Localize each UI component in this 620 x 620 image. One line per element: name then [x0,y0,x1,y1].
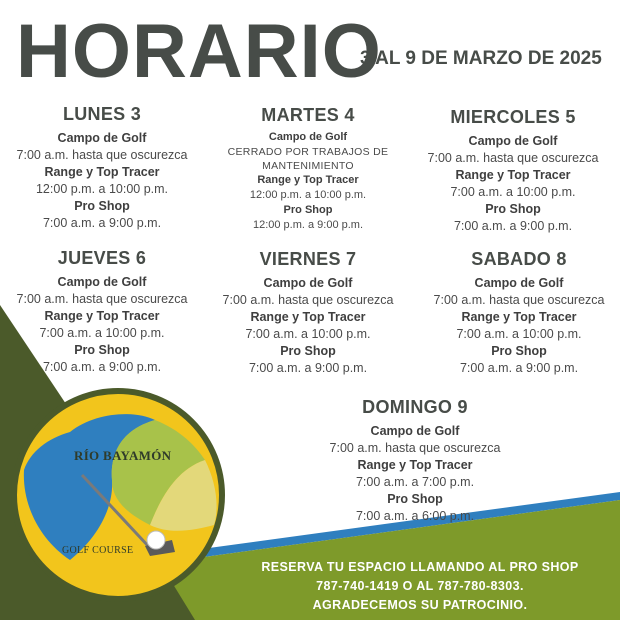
day-title: LUNES 3 [62,104,142,124]
range-label: Range y Top Tracer [357,458,473,472]
range-label: Range y Top Tracer [257,174,359,186]
range-label: Range y Top Tracer [250,310,366,324]
shop-hours: 12:00 p.m. a 9:00 p.m. [252,219,364,231]
golf-label: Campo de Golf [370,424,460,438]
golf-label: Campo de Golf [468,134,558,148]
golf-hours: 7:00 a.m. hasta que oscurezca [433,293,605,307]
shop-label: Pro Shop [387,492,443,506]
golf-label: Campo de Golf [268,131,348,143]
logo-subtitle: GOLF COURSE [62,545,134,556]
shop-label: Pro Shop [491,344,547,358]
shop-label: Pro Shop [280,344,336,358]
footer-message [240,558,600,615]
range-hours: 12:00 p.m. a 10:00 p.m. [35,182,169,196]
range-hours: 7:00 a.m. a 10:00 p.m. [39,326,165,340]
range-label: Range y Top Tracer [44,309,160,323]
shop-hours: 7:00 a.m. a 9:00 p.m. [42,216,162,230]
shop-label: Pro Shop [283,204,333,216]
footer-line-2: 787-740-1419 O AL 787-780-8303. [316,579,524,593]
range-hours: 7:00 a.m. a 7:00 p.m. [355,475,475,489]
day-title: SABADO 8 [471,249,567,269]
shop-hours: 7:00 a.m. a 9:00 p.m. [248,361,368,375]
day-tuesday [208,105,408,233]
golf-hours: 7:00 a.m. hasta que oscurezca [427,151,599,165]
date-range: 3 AL 9 DE MARZO DE 2025 [360,48,602,69]
range-label: Range y Top Tracer [455,168,571,182]
golf-hours: 7:00 a.m. hasta que oscurezca [222,293,394,307]
day-title: JUEVES 6 [57,248,147,268]
shop-hours: 7:00 a.m. a 9:00 p.m. [42,360,162,374]
day-wednesday [413,107,613,235]
golf-label: Campo de Golf [263,276,353,290]
day-title: DOMINGO 9 [362,397,468,417]
footer-line-3: AGRADECEMOS SU PATROCINIO. [312,598,528,612]
shop-hours: 7:00 a.m. a 9:00 p.m. [453,219,573,233]
day-friday [208,249,408,377]
logo-name: RÍO BAYAMÓN [74,448,172,463]
day-sunday [315,397,515,525]
range-label: Range y Top Tracer [44,165,160,179]
range-hours: 7:00 a.m. a 10:00 p.m. [456,327,582,341]
day-title: MIERCOLES 5 [450,107,576,127]
shop-label: Pro Shop [74,343,130,357]
shop-hours: 7:00 a.m. a 6:00 p.m. [355,509,475,523]
golf-label: Campo de Golf [57,131,147,145]
shop-label: Pro Shop [485,202,541,216]
golf-hours: 7:00 a.m. hasta que oscurezca [16,292,188,306]
range-label: Range y Top Tracer [461,310,577,324]
range-hours: 7:00 a.m. a 10:00 p.m. [450,185,576,199]
day-title: VIERNES 7 [259,249,357,269]
day-title: MARTES 4 [261,105,355,125]
golf-hours: 7:00 a.m. hasta que oscurezca [16,148,188,162]
range-hours: 7:00 a.m. a 10:00 p.m. [245,327,371,341]
golf-hours: 7:00 a.m. hasta que oscurezca [329,441,501,455]
range-hours: 12:00 p.m. a 10:00 p.m. [249,189,367,201]
day-saturday [419,249,619,377]
footer-line-1: RESERVA TU ESPACIO LLAMANDO AL PRO SHOP [261,560,579,574]
day-monday [2,104,202,232]
day-thursday [2,248,202,376]
golf-label: Campo de Golf [57,275,147,289]
golf-closed-note: CERRADO POR TRABAJOS DE [227,146,389,158]
page-title: HORARIO [16,9,382,94]
golf-label: Campo de Golf [474,276,564,290]
shop-label: Pro Shop [74,199,130,213]
golf-closed-note-2: MANTENIMIENTO [262,160,354,172]
golf-logo-icon [14,391,222,599]
shop-hours: 7:00 a.m. a 9:00 p.m. [459,361,579,375]
